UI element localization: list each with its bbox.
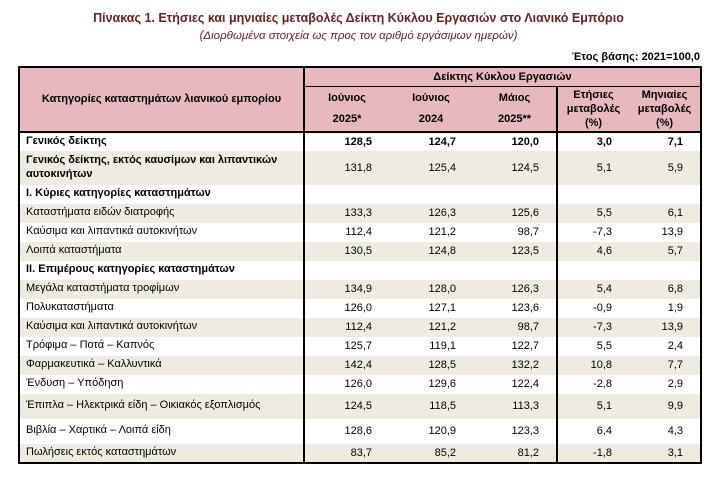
- cell-value: 85,2: [434, 446, 456, 459]
- cell-value: 5,1: [596, 400, 612, 413]
- row-label: Πολυκαταστήματα: [19, 299, 304, 318]
- column-header-line: μεταβολές: [637, 102, 692, 115]
- cell-value: 128,0: [428, 283, 456, 296]
- cell-value: 119,1: [429, 340, 456, 353]
- column-header: [473, 86, 557, 132]
- cell-value: 4,6: [596, 245, 612, 258]
- cell-value: 132,2: [473, 356, 557, 375]
- cell-value: 7,7: [667, 359, 683, 372]
- row-label: Φαρμακευτικά – Καλλυντικά: [19, 356, 304, 375]
- cell-value: -7,3: [593, 226, 612, 239]
- cell-value: 13,9: [661, 226, 683, 239]
- cell-value: 81,2: [473, 444, 557, 463]
- cell-value: 5,1: [596, 161, 612, 174]
- table-row: [19, 337, 701, 356]
- table-row: [19, 394, 701, 419]
- table-row: [19, 280, 701, 299]
- row-label: Γενικός δείκτης: [19, 132, 304, 151]
- table-subtitle: (Διορθωμένα στοιχεία ως προς τον αριθμό εργάσιμων ημερών): [199, 30, 518, 43]
- cell-value: 113,3: [473, 394, 557, 419]
- cell-value: 122,7: [473, 337, 557, 356]
- cell-value: 5,4: [596, 283, 612, 296]
- cell-value: 124,7: [428, 135, 456, 148]
- cell-value: 128,6: [344, 425, 372, 438]
- cell-value: [389, 185, 473, 204]
- row-label: Μεγάλα καταστήματα τροφίμων: [19, 280, 304, 299]
- cell-value: 131,8: [344, 161, 372, 174]
- row-label: Καταστήματα ειδών διατροφής: [19, 204, 304, 223]
- cell-value: 3,1: [667, 446, 683, 459]
- cell-value: 2,9: [667, 378, 683, 391]
- column-header-line: (%): [584, 116, 603, 129]
- table-row: [19, 356, 701, 375]
- row-label: Καύσιμα και λιπαντικά αυτοκινήτων: [19, 223, 304, 242]
- cell-value: [304, 185, 389, 204]
- row-label: Ένδυση – Υπόδηση: [19, 375, 304, 394]
- table-row: [19, 444, 701, 463]
- cell-value: 5,5: [596, 207, 612, 220]
- cell-value: 125,7: [344, 340, 372, 353]
- row-label: Πωλήσεις εκτός καταστημάτων: [19, 444, 304, 463]
- cell-value: [304, 261, 389, 280]
- cell-value: 2,4: [667, 340, 683, 353]
- table-row: [19, 151, 701, 185]
- cell-value: 6,4: [596, 425, 612, 438]
- cell-value: -2,8: [593, 378, 612, 391]
- cell-value: 130,5: [344, 245, 372, 258]
- cell-value: [473, 185, 557, 204]
- cell-value: 123,5: [473, 242, 557, 261]
- row-label: ΙΙ. Επιμέρους κατηγορίες καταστημάτων: [19, 261, 304, 280]
- cell-value: 98,7: [473, 318, 557, 337]
- cell-value: [557, 185, 629, 204]
- index-group-header: Δείκτης Κύκλου Εργασιών: [304, 67, 701, 86]
- column-header: [389, 86, 473, 132]
- cell-value: 5,7: [667, 245, 683, 258]
- cell-value: 128,5: [344, 135, 372, 148]
- table-title: Πίνακας 1. Ετήσιες και μηνιαίες μεταβολές Δείκτη Κύκλου Εργασιών στο Λιανικό Εμπόριο: [93, 11, 624, 25]
- column-header-line: Ιούνιος: [412, 92, 450, 105]
- cell-value: 126,3: [428, 207, 456, 220]
- table-row: [19, 242, 701, 261]
- cell-value: 9,9: [667, 400, 683, 413]
- table-header: [19, 67, 701, 132]
- column-header: [557, 86, 629, 132]
- row-label: Βιβλία – Χαρτικά – Λοιπά είδη: [19, 419, 304, 444]
- row-label: Λοιπά καταστήματα: [19, 242, 304, 261]
- cell-value: [629, 261, 701, 280]
- cell-value: 118,5: [429, 400, 456, 413]
- cell-value: -1,8: [593, 446, 612, 459]
- cell-value: 134,9: [344, 283, 372, 296]
- table-row: [19, 132, 701, 151]
- cell-value: 124,8: [428, 245, 456, 258]
- cell-value: 142,4: [344, 359, 372, 372]
- category-column-header: Κατηγορίες καταστημάτων λιανικού εμπορίου: [19, 67, 304, 132]
- column-header-line: Μηνιαίες: [641, 88, 688, 101]
- cell-value: 129,6: [428, 378, 456, 391]
- table-row: [19, 204, 701, 223]
- cell-value: 112,4: [345, 321, 372, 334]
- column-header: [304, 86, 389, 132]
- cell-value: 124,5: [344, 400, 372, 413]
- column-header-line: 2024: [418, 113, 444, 126]
- cell-value: 4,3: [667, 425, 683, 438]
- section-row: [19, 261, 701, 280]
- table-row: [19, 223, 701, 242]
- cell-value: 121,2: [428, 226, 456, 239]
- table-row: [19, 299, 701, 318]
- cell-value: 6,1: [667, 207, 683, 220]
- section-row: [19, 185, 701, 204]
- cell-value: 98,7: [473, 223, 557, 242]
- cell-value: 83,7: [350, 446, 372, 459]
- cell-value: 127,1: [428, 302, 456, 315]
- group-header-row: [19, 67, 701, 86]
- cell-value: 128,5: [428, 359, 456, 372]
- cell-value: 13,9: [661, 321, 683, 334]
- cell-value: 121,2: [428, 321, 456, 334]
- row-label: Γενικός δείκτης, εκτός καυσίμων και λιπαντικών αυτοκινήτων: [19, 151, 304, 185]
- cell-value: 125,6: [473, 204, 557, 223]
- base-year-note: Έτος βάσης: 2021=100,0: [571, 51, 700, 64]
- column-header-line: 2025*: [332, 113, 362, 126]
- cell-value: 10,8: [590, 359, 612, 372]
- cell-value: -7,3: [593, 321, 612, 334]
- column-header-line: Μάιος: [498, 92, 531, 105]
- cell-value: [557, 261, 629, 280]
- table-row: [19, 318, 701, 337]
- cell-value: 122,4: [473, 375, 557, 394]
- row-label: Έπιπλα – Ηλεκτρικά είδη – Οικιακός εξοπλισμός: [19, 394, 304, 419]
- cell-value: 7,1: [667, 135, 683, 148]
- cell-value: [629, 185, 701, 204]
- cell-value: 120,9: [428, 425, 456, 438]
- cell-value: 126,0: [344, 378, 372, 391]
- column-header: [629, 86, 701, 132]
- row-label: Ι. Κύριες κατηγορίες καταστημάτων: [19, 185, 304, 204]
- cell-value: 3,0: [596, 135, 612, 148]
- column-header-line: 2025**: [497, 113, 532, 126]
- cell-value: 123,6: [473, 299, 557, 318]
- row-label: Καύσιμα και λιπαντικά αυτοκινήτων: [19, 318, 304, 337]
- cell-value: 126,3: [473, 280, 557, 299]
- cell-value: 120,0: [473, 132, 557, 151]
- cell-value: 112,4: [345, 226, 372, 239]
- cell-value: [473, 261, 557, 280]
- row-label: Τρόφιμα – Ποτά – Καπνός: [19, 337, 304, 356]
- column-header-line: Ιούνιος: [328, 92, 366, 105]
- cell-value: 5,5: [596, 340, 612, 353]
- cell-value: [389, 261, 473, 280]
- cell-value: 5,9: [667, 161, 683, 174]
- cell-value: 126,0: [344, 302, 372, 315]
- column-header-line: μεταβολές: [566, 102, 621, 115]
- table-body: [19, 132, 701, 463]
- cell-value: 124,5: [473, 151, 557, 185]
- turnover-index-table: [18, 66, 702, 464]
- table-row: [19, 375, 701, 394]
- column-header-line: (%): [655, 116, 674, 129]
- cell-value: 133,3: [344, 207, 372, 220]
- cell-value: 125,4: [428, 161, 456, 174]
- table-row: [19, 419, 701, 444]
- cell-value: 123,3: [473, 419, 557, 444]
- cell-value: 1,9: [667, 302, 683, 315]
- column-header-line: Ετήσιες: [573, 88, 614, 101]
- cell-value: 6,8: [667, 283, 683, 296]
- cell-value: -0,9: [593, 302, 612, 315]
